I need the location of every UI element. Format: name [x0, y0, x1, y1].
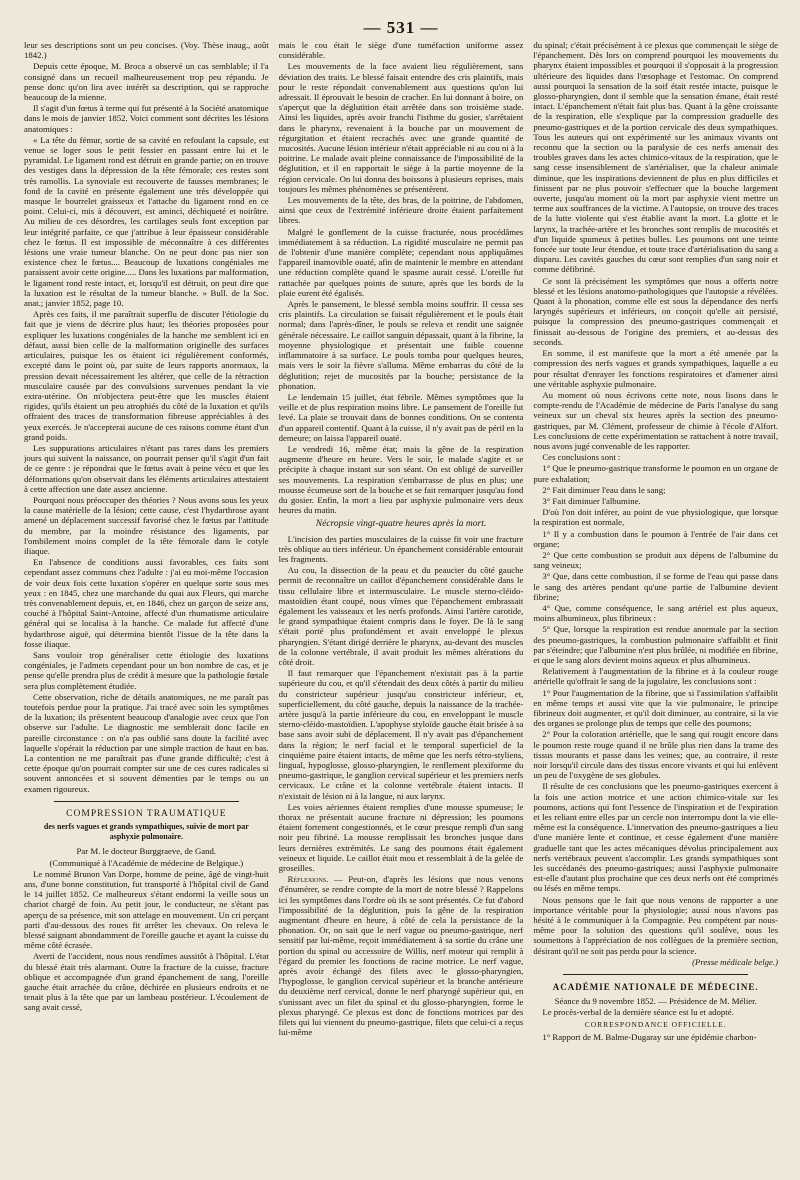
- paragraph: « La tête du fémur, sortie de sa cavité en refoulant la capsule, est venue se loger sous le petit fessier en passant entre lui et le pyramidal. Le ligament rond est détruit en grande partie; on en trouve des vestiges dans la dépression de la tête fémorale; ces restes sont très ramollis. La synoviale est recouverte de fausses membranes; le fond de la cavité en présente également une très développée qui masque le bourrelet graisseux et l'attache du ligament rond en ce point. Celui-ci, mis à découvert, est aminci, déchiqueté et noirâtre. Au milieu de ces désordres, les cartilages seuls font exception par leur intégrité parfaite, ce que j'attribue à leur épaisseur considérable chez le fœtus. Il est impossible de méconnaître à ces différentes lésions une vraie tumeur blanche. On ne peut donc pas nier son existence chez le fœtus.... Beaucoup de luxations congéniales me paraissent avoir cette origine..... Dans les luxations par malformation, le ligament rond reste intact, et, lorsqu'il est détruit, on peut dire que la luxation est le résultat de la tumeur blanche. » Bull. de la Soc. anat.; janvier 1852, page 10.: [24, 134, 269, 309]
- list-item: 1° Il y a combustion dans le poumon à l'entrée de l'air dans cet organe;: [533, 528, 778, 549]
- reflexions-text: — Peut-on, d'après les lésions que nous venons d'énumérer, se rendre compte de la mort de notre blessé ? Rappelons ici les symptômes dans l'ordre où ils se sont présentés. Ce fut d'abord l'impossibilité de la déglutition, puis la gêne de la respiration augmentant d'heure en heure, à côté de cela la persistance de la phonation. Or, on sait que le nerf vague ou pneumo-gastrique, nerf sensitif par lui-même, reçoit immédiatement à sa sortie du crâne une portion du spinal ou accessoire de Willis, nerf moteur qui remplit à l'égard du premier les fonctions de racine motrice. Le nerf vague, après avoir échangé des filets avec le glosso-pharyngien, l'hypoglosse, le ganglion cervical supérieur et la branche antérieure du deuxième nerf cervical, donne le nerf pharyngé supérieur qui, en s'unissant avec un filet du spinal et du glosso-pharyngien, forme le plexus pharyngé. Ce plexus est donc de fonctions motrices par des filets qui lui viennent du pneumo-gastrique, filets que celui-ci a reçus lui-même: [278, 874, 524, 1038]
- paragraph: Il résulte de ces conclusions que les pneumo-gastriques exercent à la fois une action motrice et une action chimico-vitale sur les poumons, actions qui font l'essence de l'inspiration et de l'expiration et les reliant entre elles par un cercle non interrompu dont la vie elle-même est la conséquence. L'innervation des pneumo-gastriques a lieu d'une manière lente et continue, et cesse également d'une manière graduelle tant que les actes mécaniques dévolus principalement aux nerfs vertébraux peuvent s'accomplir. Les grands sympathiques sont les succédanés des pneumo-gastriques; aussi l'asphyxie pulmonaire est-elle d'autant plus prochaine que ces deux nerfs ont été comprimés ou lésés en même temps.: [533, 781, 778, 894]
- column-right: [533, 40, 778, 1180]
- source-citation: (Presse médicale belge.): [692, 956, 778, 967]
- paragraph: En somme, il est manifeste que la mort a été amenée par la compression des nerfs vagues et grands sympathiques, laquelle a eu pour résultat d'enrayer les fonctions respiratoires et d'amener ainsi une véritable asphyxie pulmonaire.: [533, 348, 778, 389]
- list-item: 1° Pour l'augmentation de la fibrine, que si l'assimilation s'affaiblit en même temps et aussi vite que la vie pulmonaire, le principe fibrineux doit augmenter, et qu'il doit diminuer, au contraire, si la vie des organes se prolonge plus de temps que celle des poumons;: [533, 687, 778, 729]
- section-divider: [54, 801, 239, 802]
- minutes-line: Le procès-verbal de la dernière séance est lu et adopté.: [542, 1007, 734, 1018]
- page-number: — 531 —: [363, 18, 439, 37]
- paragraph: En l'absence de conditions aussi favorables, ces faits sont cependant assez communs chez l'adulte : j'ai eu moi-même l'occasion de voir deux fois cette luxation s'opérer en quelque sorte sous mes yeux : en 1845, chez une marchande du quai aux Fleurs, qui marche très convenablement depuis, et, en 1846, chez un garçon de seize ans, couché à l'hôpital Saint-Antoine, affecté d'un rhumatisme articulaire général qui se localisa à la hanche. Ce malade fut affecté d'une hydarthrose aiguë, qui détermina bientôt l'issue de la tête dans la fosse iliaque.: [24, 557, 269, 649]
- paragraph: Au cou, la dissection de la peau et du peaucier du côté gauche permit de reconnaître un caillot d'épanchement considérable dans le tissu cellulaire libre et intermusculaire. Le muscle sterno-cléido-mastoïdien étant coupé, nous vîmes que l'épanchement embrassait également les vaisseaux et les nerfs profonds. Ainsi l'artère carotide, le grand sympathique étaient compris dans le foyer. De là le sang s'était porté plus profondément et avait enveloppé le plexus pharyngien. S'étant dirigé derrière le pharynx, au-devant des muscles de la colonne vertébrale, il avait produit les mêmes altérations du côté droit.: [278, 565, 524, 667]
- paragraph: Ces conclusions sont :: [542, 452, 621, 463]
- correspondence-heading: CORRESPONDANCE OFFICIELLE.: [584, 1019, 727, 1029]
- paragraph: Il s'agit d'un fœtus à terme qui fut présenté à la Société anatomique dans le mois de janvier 1852. Voici comment sont décrites les lésions anatomiques :: [24, 103, 269, 134]
- paragraph: Les mouvements de la face avaient lieu régulièrement, sans déviation des traits. Le blessé faisait entendre des cris plaintifs, mais pour le reste répondait convenablement aux questions qu'on lui adressait. Il éprouvait le besoin de cracher. En lui donnant à boire, on s'aperçut que la déglutition était arrêtée dans son troisième stade. Ainsi les liquides, après avoir franchi l'isthme du gosier, s'arrêtaient dans le pharynx, revenaient à la bouche par un mouvement de régurgitation et étaient recrachés avec une grande quantité de mucosités. Aucune lésion intérieur n'était appréciable ni au cou ni à la poitrine. Le malade avait pleine connaissance de l'impossibilité de la déglutition, et il en rapportait le siège à la partie moyenne de la région cervicale. On lui donna des boissons à plusieurs reprises, mais toujours les mêmes phénomènes se présentèrent.: [278, 61, 524, 194]
- article-subtitle: des nerfs vagues et grands sympathiques, suivie de mort par asphyxie pulmonaire.: [43, 822, 249, 842]
- list-item: 2° Que cette combustion se produit aux dépens de l'albumine du sang veineux;: [533, 549, 778, 571]
- paragraph: Nous pensons que le fait que nous venons de rapporter a une importance véritable pour la physiologie; aussi nous n'avons pas hésité à le communiquer à la Compagnie. Peu compétent par nous-même pour la solution des questions qu'il soulève, nous les soumettons à l'appréciation de nos collègues de la première section, désirant qu'il ne soit pas perdu pour la science.: [533, 894, 778, 956]
- list-item: 4° Que, comme conséquence, le sang artériel est plus aqueux, moins albumineux, plus fibrineux :: [533, 602, 778, 624]
- paragraph: Relativement à l'augmentation de la fibrine et à la couleur rouge artérielle qu'offrait le sang de la jugulaire, les conclusions sont :: [533, 666, 778, 687]
- paragraph: mais le cou était le siège d'une tuméfaction uniforme assez considérable.: [278, 40, 524, 61]
- paragraph: Après ces faits, il me paraîtrait superflu de discuter l'étiologie du fait que je viens de décrire plus haut; les théories proposées pour expliquer les luxations congéniales de la hanche me semblent ici en défaut, aussi bien celle de la malformation originelle des surfaces articulaires, puisque les os étaient ici régulièrement conformés, excepté dans le point où, par suite de leurs rapports anormaux, la pression devait nécessairement les altérer, que celle de la rétraction musculaire causée par des convulsions survenues pendant la vie extra-utérine. On m'objectera peut-être que les muscles étaient rigides, qu'ils étaient un peu atrophiés du côté de la luxation et qu'ils offraient des traces de transformation fibreuse appréciables à des yeux exercés. Je n'accepterai aucune de ces raisons comme étant d'un grand poids.: [24, 309, 269, 442]
- paragraph: D'où l'on doit inférer, au point de vue physiologique, que lorsque la respiration est normale,: [533, 507, 778, 528]
- paragraph: Il faut remarquer que l'épanchement n'existait pas à la partie supérieure du cou, et qu'il s'étendait des deux côtés à partir du milieu du constricteur supérieur jusqu'au constricteur inférieur, et, superficiellement, du côté gauche, depuis la naissance de la trachée-artère jusqu'à la partie inférieure du cou, en enveloppant le muscle sterno-cléido-mastoïdien. L'apophyse styloïde gauche était brisée à sa base sans avoir subi de déplacement. Il n'y avait pas d'épanchement dans la région; le nerf facial et le temporal superficiel de la cinquième paire étaient intacts, de même que les nerfs rétro-styliens, lingual, hypoglosse, glosso-pharyngien, le renflement plexiforme du pneumo-gastrique, le ganglion cervical supérieur et les premiers nerfs cervicaux. Le crâne et la colonne vertébrale étaient intacts. Il n'existait de lésion ni à la langue, ni aux larynx.: [278, 668, 524, 801]
- paragraph: Au moment où nous écrivons cette note, nous lisons dans le compte-rendu de l'Académie de médecine de Paris l'analyse du sang veineux sur un cheval six heures après la section des pneumo-gastriques, par M. Clément, professeur de chimie à l'école d'Alfort. Les conclusions de cette expérimentation se rattachent à notre travail, nous avons jugé convenable de les rapporter.: [533, 389, 778, 451]
- paragraph: Les voies aériennes étaient remplies d'une mousse spumeuse; le thorax ne présentait aucune fracture ni dépression; les poumons étaient fortement congestionnés, et le cœur presque rempli d'un sang noir peu fibriné. La mousse remplissait les bronches jusque dans leurs dernières extrémités. Le sang des poumons était également veineux et liquide. Le caillot était mou et ressemblait à de la gelée de groseilles.: [278, 801, 524, 874]
- article-author: Par M. le docteur Burggraeve, de Gand.: [76, 846, 217, 857]
- reflexions-label: Réflexions.: [287, 874, 329, 885]
- paragraph: Les mouvements de la tête, des bras, de la poitrine, de l'abdomen, ainsi que ceux de l'extrémité inférieure droite étaient parfaitement libres.: [278, 195, 524, 226]
- paragraph: [279, 874, 524, 1037]
- paragraph: Le lendemain 15 juillet, état fébrile. Mêmes symptômes que la veille et de plus respiration moins libre. Le pansement de l'oreille fut levé. La plaie se trouvait dans de bonnes conditions. On se contenta d'un appareil contentif. Quant à la cuisse, il n'y avait pas de péril en la demeure; on laissa l'appareil ouaté.: [278, 391, 524, 443]
- article-title: COMPRESSION TRAUMATIQUE: [66, 808, 227, 819]
- paragraph: Pourquoi nous préoccuper des théories ? Nous avons sous les yeux la cause matérielle de la lésion; cette cause, c'est l'hydarthrose ayant amené un déplacement successif favorisé chez le fœtus par l'attitude du membre, par la moindre résistance des ligaments, par l'ombilement moins complet de la tête fémorale dans le cotyle iliaque.: [24, 494, 269, 556]
- article-communication: (Communiqué à l'Académie de médecine de Belgique.): [49, 857, 244, 868]
- paragraph: Après le pansement, le blessé sembla moins souffrir. Il cessa ses cris plaintifs. La circulation se faisait régulièrement et le pouls était normal; dans l'après-dîner, le pouls se releva et rendit une saignée générale nécessaire. Le caillot sanguin dépassait, quant à la fibrine, la moyenne physiologique et présentait une faible couenne inflammatoire à sa surface. Le pouls tomba pour quelques heures, mais vers le soir la fièvre s'alluma. Même embarras du côté de la déglutition; rejet de mucosités par la bouche; persistance de la phonation.: [278, 299, 524, 391]
- list-item: 2° Pour la coloration artérielle, que le sang qui rougit encore dans le poumon reste rouge quand il ne brûle plus rien dans la trame des tissus mourants et passe dans les veines; que, au contraire, il reste noir lorsqu'il circule dans des tissus encore vivants et qui lui enlèvent un peu de l'oxygène de ses globules.: [533, 729, 778, 781]
- list-item: 3° Fait diminuer l'albumine.: [542, 495, 641, 506]
- paragraph: Le vendredi 16, même état; mais la gêne de la respiration augmente d'heure en heure. Vers le soir, le malade s'agite et se précipite à chaque instant sur son séant. On est obligé de surveiller ses mouvements. La respiration s'embarrasse de plus en plus; une mousse écumeuse sort de la bouche et se fait remarquer jusqu'au fond du gosier. Enfin, la mort a lieu par asphyxie pulmonaire vers deux heures du matin.: [278, 443, 524, 516]
- text-columns: [24, 40, 778, 1180]
- paragraph: du spinal; c'était précisément à ce plexus que commençait le siège de l'épanchement. Dès lors on comprend pourquoi les mouvements du pharynx étaient impossibles et pourquoi il s'opposait à la progression ultérieure des liquides dans l'œsophage et l'estomac. On comprend aussi pourquoi la sensation de la soif était restée intacte, puisque le glosso-pharyngien, dont il semble que la sensation émane, était resté intact. L'épanchement n'était fait plus bas. Quant à la gêne croissante de la respiration, elle s'explique par la compression graduelle des pneumo-gastriques et de la portion cervicale des deux sympathiques. Tous les auteurs qui ont expérimenté sur les animaux vivants ont reconnu que la section ou la paralysie de ces nerfs amenait des troubles graves dans les actes chimico-vitaux de la respiration, que le sang cesse insensiblement de s'artérialiser, que la chaleur animale diminue, que les inspirations deviennent de plus en plus difficiles et finissent par ne plus pouvoir s'effectuer que la bouche largement ouverte, jusqu'au moment où la mort par asphyxie vient mettre un terme aux souffrances de la victime. A l'autopsie, on trouve des traces de la lutte violente qui s'est établie avant la mort. La glotte et le larynx, la trachée-artère et les bronches sont remplis de mucosités et d'un liquide spumeux à petites bulles. Les poumons ont une teinte foncée sur toute leur étendue, et toute trace d'artérialisation du sang a disparu. Les cavités gauches du cœur sont remplies d'un sang noir et comme défibriné.: [533, 40, 778, 275]
- paragraph: Averti de l'accident, nous nous rendîmes aussitôt à l'hôpital. L'état du blessé était très alarmant. Outre la fracture de la cuisse, fracture oblique et accompagnée d'un grand épanchement de sang, l'oreille gauche était arrachée du crâne, déchirée en plusieurs endroits et ne tenait plus à la tête que par un lambeau postérieur. L'écoulement de sang avait cessé,: [24, 951, 269, 1013]
- column-middle: [279, 40, 524, 1180]
- paragraph: Malgré le gonflement de la cuisse fracturée, nous procédâmes immédiatement à sa réduction. La rigidité musculaire ne permit pas de l'obtenir d'une manière complète; cependant nous appliquâmes l'appareil inamovible ouaté, afin de maintenir le membre en attendant une réduction complète quand le spasme aurait cessé. L'oreille fut rattachée par quelques points de suture, après que les bords de la plaie eurent été égalisés.: [278, 226, 524, 298]
- list-item: 5° Que, lorsque la respiration est rendue anormale par la section des pneumo-gastriques, la combustion pulmonaire s'affaiblit et finit par s'éteindre; que l'albumine n'est plus brûlée, ni modifiée en fibrine, et que le sang alors devient moins aqueux et plus albumineux.: [533, 624, 778, 665]
- paragraph: Sans vouloir trop généraliser cette étiologie des luxations congéniales, je l'admets cependant pour un bon nombre de cas, et je pense qu'elle prendra plus de crédit à mesure que la pathologie fœtale sera plus complètement étudiée.: [24, 649, 269, 691]
- paragraph: leur ses descriptions sont un peu concises. (Voy. Thèse inaug., août 1842.): [24, 40, 269, 61]
- column-left: [24, 40, 269, 1180]
- section-divider: [563, 974, 748, 975]
- paragraph: Cette observation, riche de détails anatomiques, ne me paraît pas toutefois perdue pour la pratique. J'ai tracé avec soin les symptômes de la luxation; ils présentent beaucoup d'analogie avec ceux que l'on observe sur l'adulte. Le diagnostic me semblerait donc facile en pareille circonstance : on n'a pas oublié sans doute la facilité avec laquelle s'opérait la réduction par une simple traction de haut en bas. La contention ne me paraîtrait pas d'une grande difficulté; c'est à cette époque qu'on pourrait compter sur une de ces cures radicales si souvent annoncées et si souvent démenties par le temps ou un examen rigoureux.: [24, 691, 269, 794]
- list-item: 3° Que, dans cette combustion, il se forme de l'eau qui passe dans le sang des artères pendant qu'une partie de l'albumine devient fibrine;: [533, 571, 778, 602]
- paragraph: 1° Rapport de M. Balme-Dugaray sur une épidémie charbon-: [542, 1031, 757, 1042]
- list-item: 1° Que le pneumo-gastrique transforme le poumon en un organe de pure exhalation;: [533, 463, 778, 484]
- paragraph: L'incision des parties musculaires de la cuisse fit voir une fracture très oblique au tiers inférieur. Un épanchement considérable entourait les fragments.: [278, 533, 524, 564]
- session-line: Séance du 9 novembre 1852. — Présidence de M. Mélier.: [554, 996, 757, 1007]
- academy-heading: ACADÉMIE NATIONALE DE MÉDECINE.: [552, 982, 759, 993]
- paragraph: Les suppurations articulaires n'étant pas rares dans les premiers jours qui suivent la naissance, on pourrait penser qu'il s'agit d'un fait de ce genre : je répondrai que le fœtus avait à peine vécu et que les déformations qu'on observait dans les éléments articulaires attestaient à cette affection une date assez ancienne.: [24, 442, 269, 494]
- autopsy-heading: Nécropsie vingt-quatre heures après la mort.: [315, 519, 487, 530]
- list-item: 2° Fait diminuer l'eau dans le sang;: [542, 484, 666, 495]
- paragraph: Ce sont là précisément les symptômes que nous a offerts notre blessé et les lésions anatomo-pathologiques que l'autopsie a révélées. Quant à la phonation, comme elle est sous la dépendance des nerfs laryngés supérieurs et inférieurs, on conçoit qu'elle ait persisté, puisque la compression des pneumo-gastriques commençait et finissait au-dessous de l'origine des premiers, et au-dessus des seconds.: [533, 275, 778, 347]
- paragraph: Depuis cette époque, M. Broca a observé un cas semblable; il l'a consigné dans un recueil malheureusement trop peu répandu. Je pense donc qu'on lira avec intérêt sa description, qui se rapproche beaucoup de la mienne.: [24, 61, 269, 103]
- paragraph: Le nommé Brunon Van Dorpe, homme de peine, âgé de vingt-huit ans, d'une bonne constitution, fut transporté à l'hôpital civil de Gand le 14 juillet 1852. Ce malheureux s'étant endormi la veille sous un chariot chargé de foin. Au petit jour, le conducteur, ne s'étant pas aperçu de sa présence, mit son attelage en mouvement. Un cri perçant parti d'au-dessous des roues fit arrêter les chevaux. On releva le blessé saignant abondamment de l'oreille gauche et ayant la cuisse du même côté écrasée.: [24, 868, 269, 951]
